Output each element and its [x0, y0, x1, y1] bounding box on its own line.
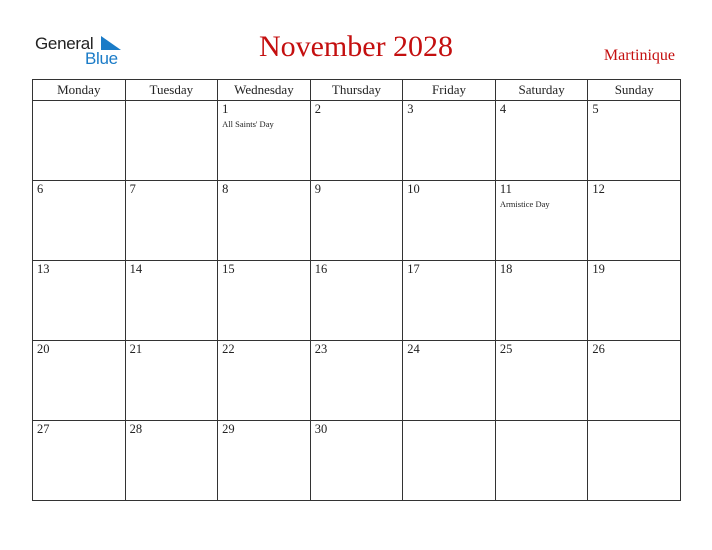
logo-text-general: General [35, 34, 94, 53]
week-row [33, 341, 681, 421]
weekday-header: Tuesday [125, 80, 218, 101]
day-cell [33, 181, 126, 261]
day-number: 24 [407, 342, 420, 356]
day-cell [218, 261, 311, 341]
day-cell [495, 261, 588, 341]
day-cell [588, 101, 681, 181]
day-number: 28 [129, 422, 143, 436]
day-cell [403, 101, 496, 181]
day-cell [310, 181, 403, 261]
day-number: 18 [499, 262, 513, 276]
week-row [33, 261, 681, 341]
holiday-label: All Saints' Day [222, 119, 274, 129]
week-row [33, 181, 681, 261]
day-number: 19 [592, 262, 605, 276]
logo-text-blue: Blue [85, 49, 118, 68]
day-number: 6 [37, 182, 44, 196]
day-number: 21 [129, 342, 143, 356]
empty-day-cell [33, 101, 126, 181]
day-cell [495, 101, 588, 181]
empty-day-cell [588, 421, 681, 501]
day-number: 26 [592, 342, 605, 356]
day-cell [495, 341, 588, 421]
week-row [33, 421, 681, 501]
day-cell [588, 261, 681, 341]
day-cell [218, 101, 311, 181]
day-number: 16 [314, 262, 328, 276]
day-cell [310, 341, 403, 421]
weekday-header: Sunday [588, 80, 681, 101]
day-number: 27 [37, 422, 50, 436]
day-number: 20 [37, 342, 50, 356]
calendar-title: November 2028 [258, 30, 454, 63]
day-cell [33, 341, 126, 421]
day-cell [310, 261, 403, 341]
day-number: 23 [314, 342, 328, 356]
day-number: 4 [499, 102, 507, 116]
week-row [33, 101, 681, 181]
day-number: 13 [37, 262, 50, 276]
day-cell [495, 181, 588, 261]
day-number: 1 [222, 102, 229, 116]
weekday-header: Friday [403, 80, 496, 101]
day-number: 14 [129, 262, 143, 276]
day-number: 17 [407, 262, 420, 276]
country-name: Martinique [603, 47, 675, 64]
day-cell [588, 181, 681, 261]
day-number: 25 [499, 342, 513, 356]
day-number: 29 [222, 422, 235, 436]
day-cell [33, 421, 126, 501]
day-number: 7 [129, 182, 136, 196]
day-cell [403, 261, 496, 341]
day-cell [310, 101, 403, 181]
calendar-grid [32, 79, 681, 501]
day-cell [33, 261, 126, 341]
day-number: 22 [222, 342, 235, 356]
day-cell [125, 421, 218, 501]
empty-day-cell [495, 421, 588, 501]
empty-day-cell [403, 421, 496, 501]
day-cell [310, 421, 403, 501]
day-cell [218, 181, 311, 261]
weekday-header: Saturday [495, 80, 588, 101]
day-number: 10 [407, 182, 420, 196]
weekday-header: Monday [33, 80, 126, 101]
weekday-header: Wednesday [218, 80, 311, 101]
day-cell [403, 181, 496, 261]
day-number: 3 [407, 102, 414, 116]
day-number: 2 [314, 102, 321, 116]
day-number: 5 [592, 102, 599, 116]
day-cell [403, 341, 496, 421]
day-number: 30 [314, 422, 328, 436]
day-number: 9 [314, 182, 321, 196]
weekday-header: Thursday [310, 80, 403, 101]
day-number: 11 [499, 182, 512, 196]
day-number: 15 [222, 262, 235, 276]
day-cell [125, 261, 218, 341]
day-cell [218, 341, 311, 421]
day-cell [588, 341, 681, 421]
weekday-header-row [33, 80, 681, 101]
day-cell [125, 341, 218, 421]
day-number: 12 [592, 182, 605, 196]
day-cell [218, 421, 311, 501]
day-cell [125, 181, 218, 261]
empty-day-cell [125, 101, 218, 181]
holiday-label: Armistice Day [499, 199, 550, 209]
day-number: 8 [222, 182, 229, 196]
